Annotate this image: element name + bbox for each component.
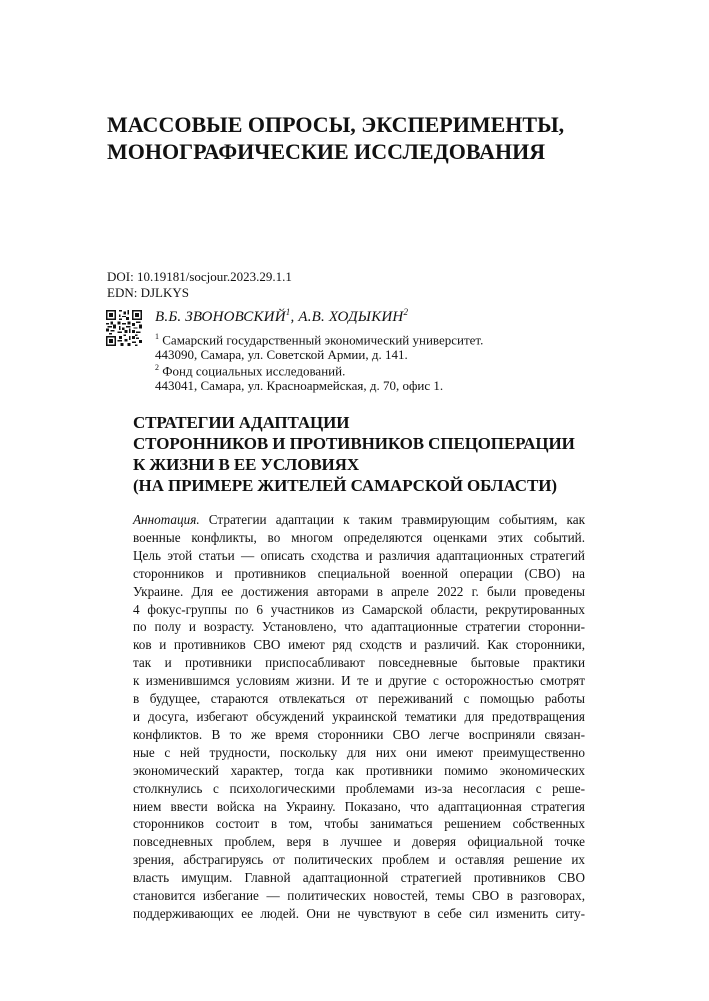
article-identifiers	[107, 269, 292, 301]
edn: EDN: DJLKYS	[107, 285, 189, 300]
doi[interactable]: DOI: 10.19181/socjour.2023.29.1.1	[107, 269, 292, 284]
article-title-line: (НА ПРИМЕРЕ ЖИТЕЛЕЙ САМАРСКОЙ ОБЛАСТИ)	[133, 476, 557, 495]
abstract-line: экономический характер, тогда как противники помимо экономических	[133, 762, 585, 778]
abstract-line: и досуга, избегают обсуждений украинской тематики для предотвращения	[133, 708, 585, 724]
article-title	[133, 412, 603, 496]
abstract-line: власть имущим. Главной адаптационной стратегией противников СВО	[133, 870, 585, 886]
abstract-line: конфликтов. В то же время сторонники СВО легче восприняли связан-	[133, 726, 585, 742]
affiliation-mark: 1	[155, 332, 159, 341]
abstract-line: Украине. Для ее достижения авторами в апреле 2022 г. были проведены	[133, 583, 585, 599]
affiliation-mark: 2	[155, 363, 159, 372]
abstract-line: Цель этой статьи — описать сходства и различия адаптационных стратегий	[133, 547, 585, 563]
abstract-line: так и противники приспосабливают повседневные бытовые практики	[133, 655, 585, 671]
abstract-line: нием ввести войска на Украину. Показано, что адаптационная стратегия	[133, 798, 585, 814]
affiliation-name: Самарский государственный экономический университет.	[162, 332, 484, 348]
author-separator: ,	[290, 309, 299, 325]
affiliation-name: Фонд социальных исследований.	[162, 363, 346, 379]
abstract-line: поддерживающих ее людей. Они не чувствуют в себе сил изменить ситу-	[133, 905, 585, 921]
section-heading-line: МАССОВЫЕ ОПРОСЫ, ЭКСПЕРИМЕНТЫ,	[107, 112, 565, 137]
abstract-line: повседневных проблем, веря в лучшее и доверяя официальной точке	[133, 834, 585, 850]
abstract-line: зрения, абстрагируясь от политических проблем и оставляя решение их	[133, 852, 585, 868]
author-affiliation-mark: 2	[403, 307, 409, 317]
abstract-line: 4 фокус-группы по 6 участников из Самарской области, рекрутированных	[133, 601, 585, 617]
author-name: А.В. ХОДЫКИН	[298, 309, 404, 325]
abstract-line	[133, 511, 585, 529]
abstract-line: военные конфликты, во многом определяются оценками этих событий.	[133, 529, 585, 545]
qr-code-icon	[106, 310, 142, 346]
abstract-line: ков и противников СВО имеют ряд сходств и различий. Как сторонники,	[133, 637, 585, 653]
section-heading-line: МОНОГРАФИЧЕСКИЕ ИССЛЕДОВАНИЯ	[107, 139, 546, 164]
abstract-line: ные с ней трудности, поскольку для них они имеют преимущественно	[133, 744, 585, 760]
abstract-line: к изменившимся условиям жизни. И те и другие с осторожностью смотрят	[133, 673, 585, 689]
abstract-line: сторонников и противников специальной военной операции (СВО) на	[133, 565, 585, 581]
affiliation	[155, 360, 443, 393]
article-title-line: К ЖИЗНИ В ЕЕ УСЛОВИЯХ	[133, 455, 360, 474]
authors	[155, 307, 408, 326]
author-affiliation-mark: 1	[285, 307, 291, 317]
affiliation-address: 443090, Самара, ул. Советской Армии, д. 141.	[155, 347, 408, 363]
affiliation	[155, 329, 483, 362]
abstract-label: Аннотация.	[133, 512, 200, 527]
author-name: В.Б. ЗВОНОВСКИЙ	[155, 309, 286, 325]
abstract-line: становится избегание — политических новостей, темы СВО в разговорах,	[133, 888, 585, 904]
abstract-line: сторонников состоит в том, чтобы заниматься решением собственных	[133, 816, 585, 832]
abstract	[133, 511, 585, 923]
article-title-line: СТРАТЕГИИ АДАПТАЦИИ	[133, 413, 350, 432]
affiliation-address: 443041, Самара, ул. Красноармейская, д. 70, офис 1.	[155, 378, 444, 394]
section-heading	[107, 111, 627, 165]
abstract-line: в будущее, стараются отвлекаться от переживаний с помощью работы	[133, 691, 585, 707]
abstract-line: по полу и возрасту. Установлено, что адаптационные стратегии сторонни-	[133, 619, 585, 635]
abstract-line: столкнулись с психологическими проблемами из-за несогласия с реше-	[133, 780, 585, 796]
abstract-text: Стратегии адаптации к таким травмирующим событиям, как	[199, 512, 585, 527]
article-title-line: СТОРОННИКОВ И ПРОТИВНИКОВ СПЕЦОПЕРАЦИИ	[133, 434, 575, 453]
